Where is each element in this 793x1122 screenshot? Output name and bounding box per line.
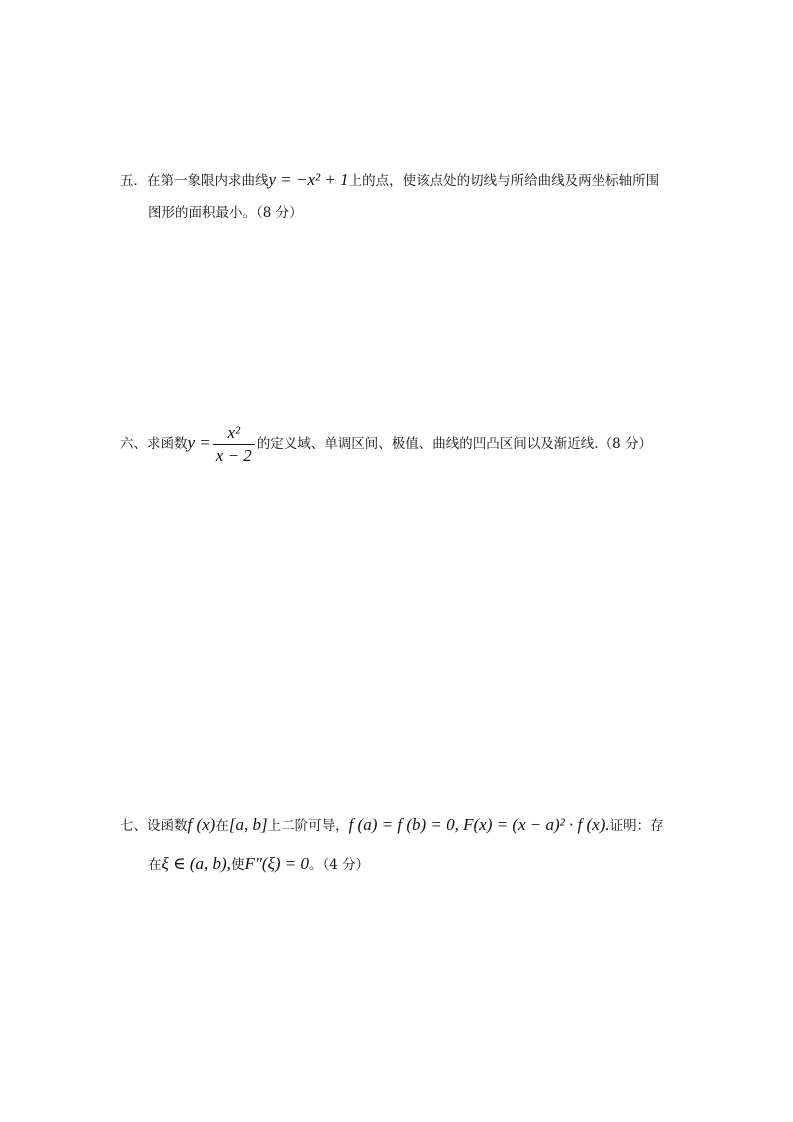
question-7-text-c: 上二阶可导， — [267, 818, 349, 834]
question-5-line-1 — [120, 170, 659, 191]
question-6-line — [120, 420, 652, 467]
question-6-formula-lhs: y = — [187, 433, 211, 452]
question-6-fraction-numerator: x² — [213, 422, 255, 445]
question-6-fraction — [213, 422, 255, 467]
question-7-xi-membership: ξ ∈ (a, b), — [161, 854, 231, 873]
question-6-text-a: 求函数 — [147, 436, 188, 452]
question-5-text-a: 在第一象限内求曲线 — [147, 173, 269, 189]
question-7-line-1 — [120, 815, 664, 836]
question-5-line-2 — [148, 203, 303, 223]
question-7-function: f (x) — [187, 815, 216, 834]
question-7-conditions: f (a) = f (b) = 0, F(x) = (x − a)² · f (x). — [348, 815, 610, 834]
question-5-curve-formula: y = −x² + 1 — [268, 170, 349, 189]
question-5-text-c: 图形的面积最小。（8 分） — [148, 205, 303, 221]
question-7-text-f: 使 — [230, 857, 245, 873]
question-5-text-b: 上的点，使该点处的切线与所给曲线及两坐标轴所围 — [348, 173, 660, 189]
question-7-text-a: 设函数 — [147, 818, 188, 834]
question-7-text-e: 在 — [148, 857, 162, 873]
question-7-text-d: 证明：存 — [609, 818, 664, 834]
question-6-text-b: 的定义域、单调区间、极值、曲线的凹凸区间以及渐近线.（8 分） — [256, 436, 652, 452]
question-7-line-2 — [148, 854, 369, 875]
question-6-fraction-denominator: x − 2 — [215, 446, 252, 465]
question-7-interval: [a, b] — [228, 815, 268, 834]
question-7-conclusion: F″(ξ) = 0 — [244, 854, 309, 873]
question-5-number: 五． — [120, 173, 147, 189]
question-7-text-g: 。（4 分） — [308, 857, 370, 873]
question-6-number: 六、 — [120, 436, 147, 452]
question-7-number: 七、 — [120, 818, 147, 834]
question-7-text-b: 在 — [215, 818, 229, 834]
